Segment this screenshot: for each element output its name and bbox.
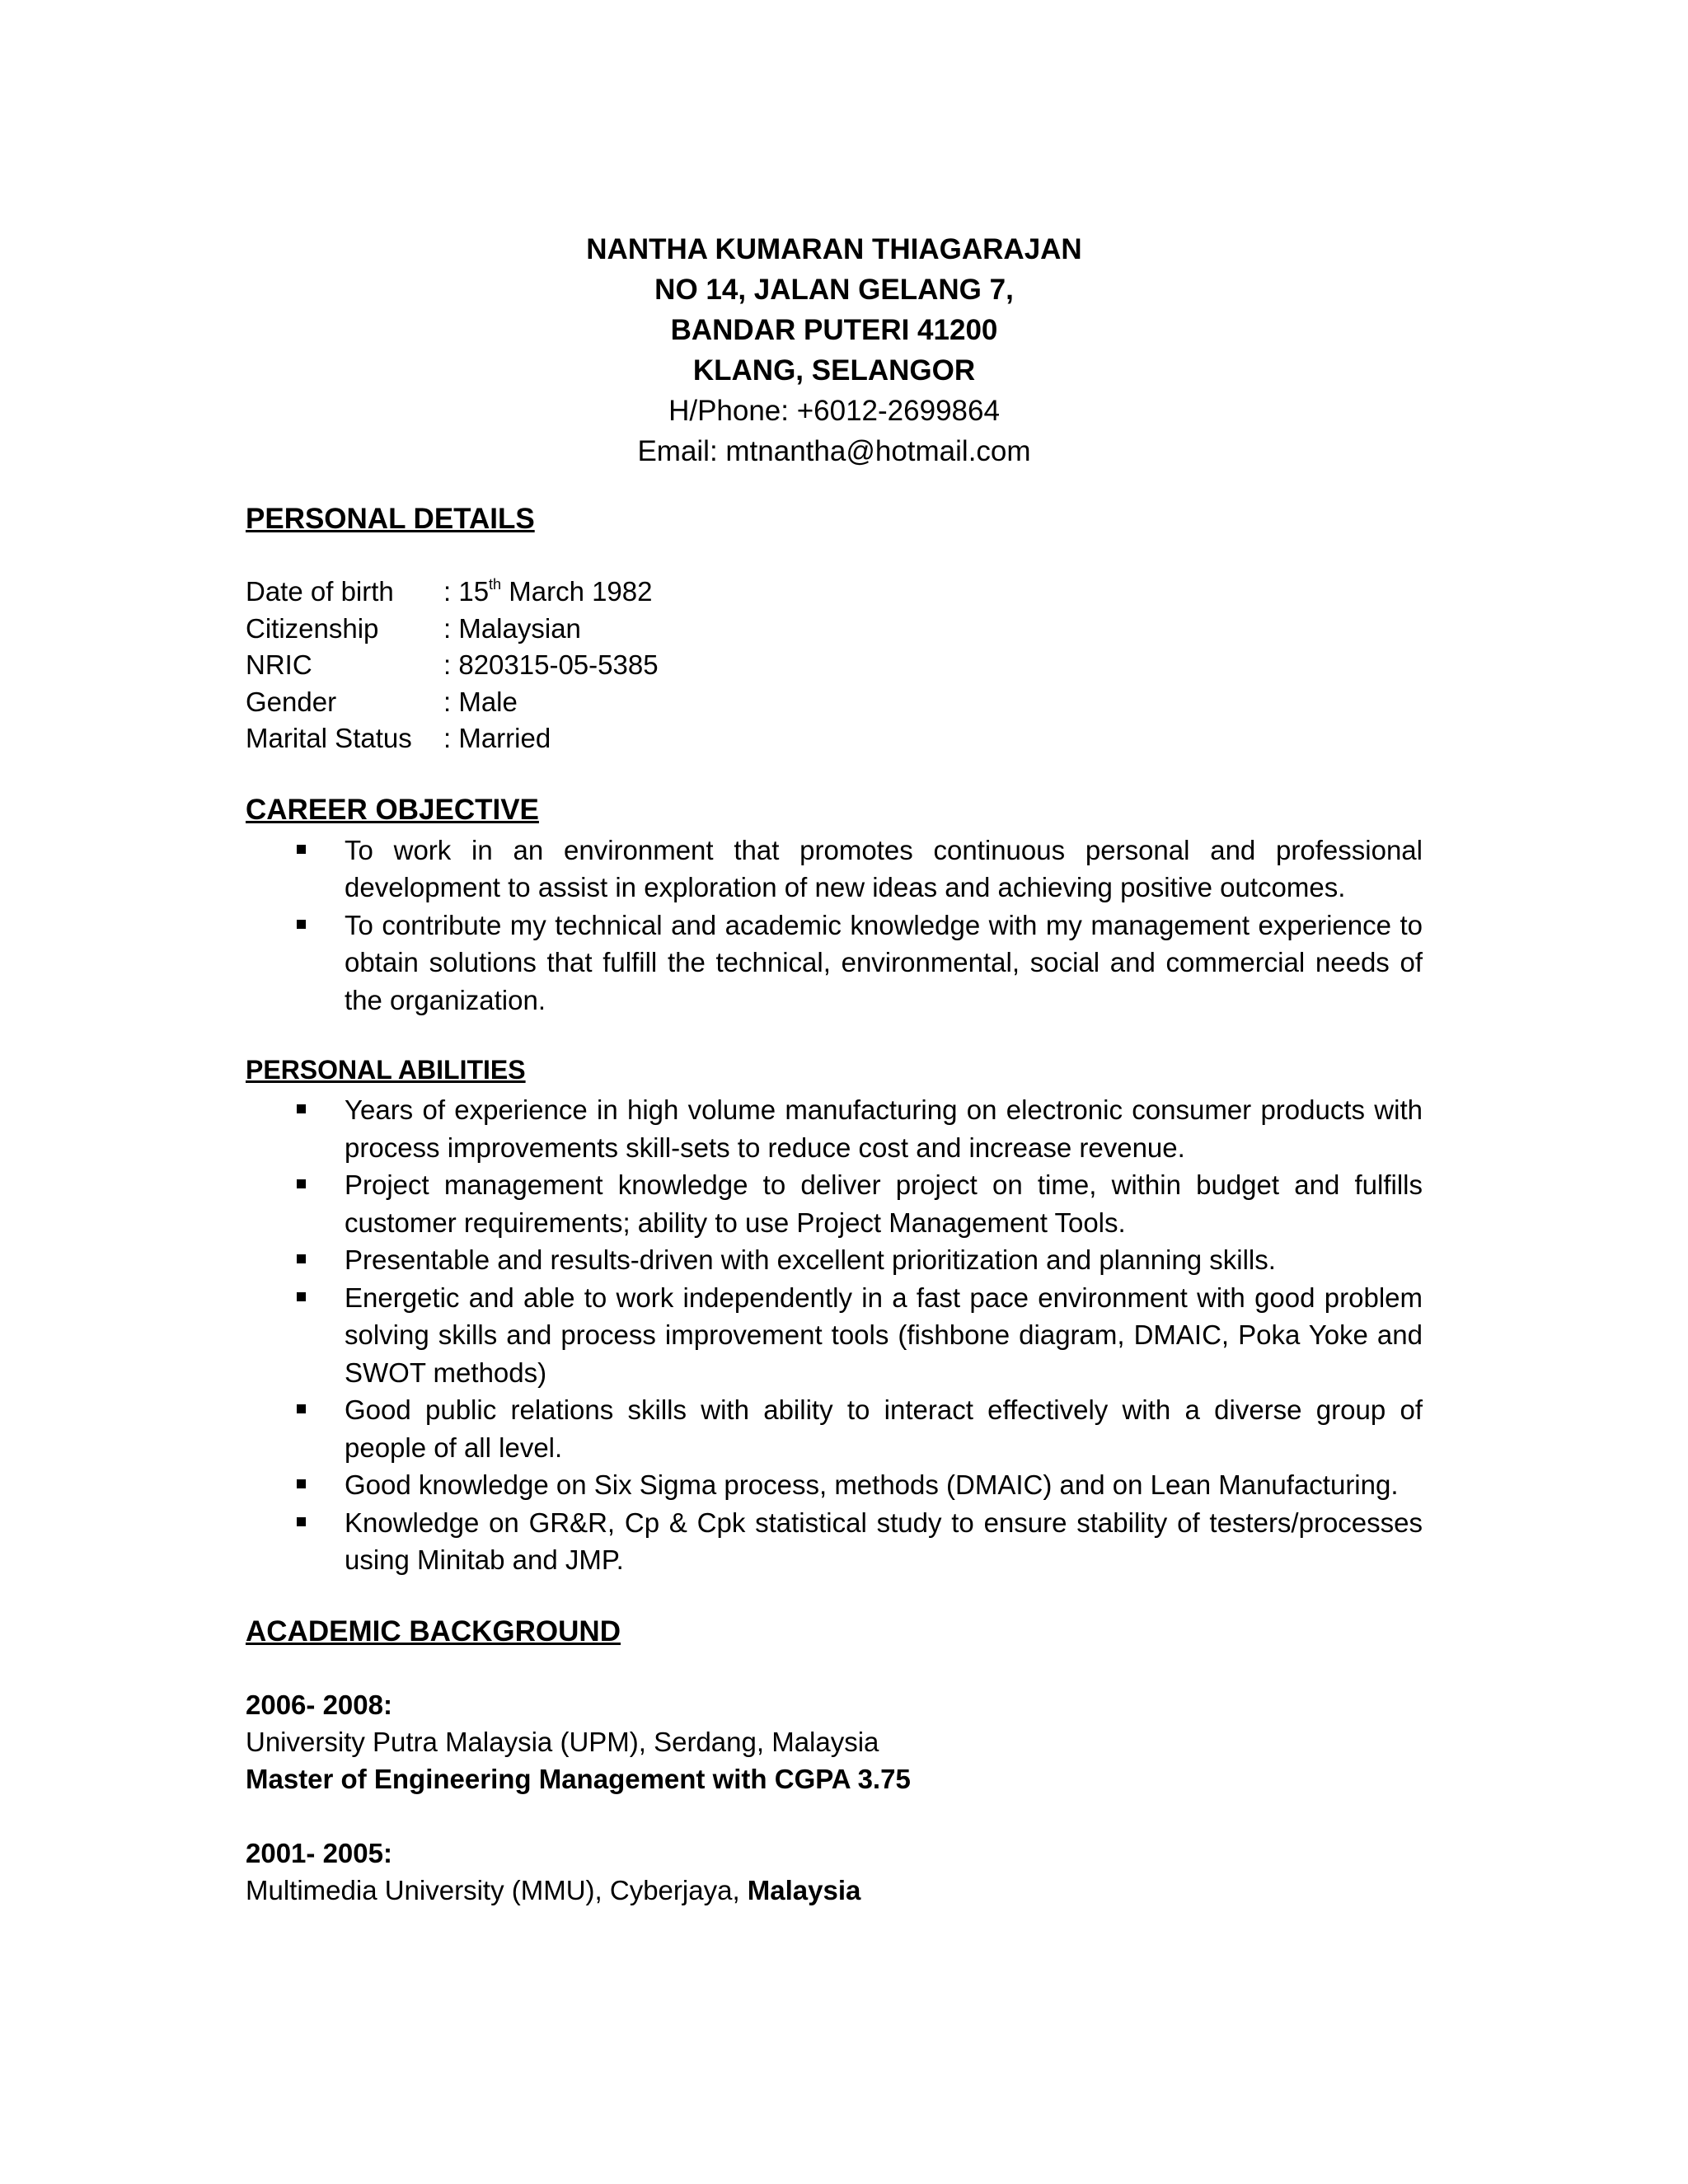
personal-abilities-list — [246, 1091, 1423, 1579]
academic-period: 2006- 2008: — [246, 1689, 392, 1720]
citizenship-value: : Malaysian — [443, 612, 581, 644]
bullet-icon — [297, 1254, 306, 1263]
academic-institution-name: Multimedia University (MMU), Cyberjaya, — [246, 1874, 748, 1905]
bullet-icon — [297, 1104, 306, 1113]
ability-text: Years of experience in high volume manufacturing on electronic consumer products with process improvements skill-sets to reduce cost and increase revenue. — [345, 1094, 1423, 1163]
dob-month-year: March 1982 — [501, 576, 653, 607]
career-objective-text: To work in an environment that promotes continuous personal and professional development to assist in exploration of new ideas and achieving positive outcomes. — [345, 834, 1423, 902]
academic-institution-country: Malaysia — [747, 1874, 861, 1905]
dob-label: Date of birth — [246, 576, 394, 607]
bullet-icon — [297, 1479, 306, 1488]
career-objective-heading: CAREER OBJECTIVE — [246, 793, 539, 826]
list-item — [246, 1279, 1423, 1392]
bullet-icon — [297, 1404, 306, 1413]
marital-status-label: Marital Status — [246, 723, 412, 753]
list-item — [246, 1166, 1423, 1241]
nric-value: : 820315-05-5385 — [443, 649, 659, 680]
resume-header — [246, 229, 1423, 471]
bullet-icon — [297, 1179, 306, 1188]
list-item — [246, 1391, 1423, 1466]
nric-row — [246, 647, 1423, 684]
resume-content — [246, 229, 1423, 1909]
dob-row — [246, 574, 1423, 611]
ability-text: Good public relations skills with ability to interact effectively with a diverse group of people of all level. — [345, 1394, 1423, 1463]
marital-status-value: : Married — [443, 723, 551, 753]
personal-details-heading: PERSONAL DETAILS — [246, 503, 535, 535]
citizenship-row — [246, 611, 1423, 648]
personal-abilities-heading: PERSONAL ABILITIES — [246, 1055, 526, 1085]
gender-row — [246, 684, 1423, 721]
ability-text: Project management knowledge to deliver project on time, within budget and fulfills customer requirements; ability to use Project Management Tools. — [345, 1169, 1423, 1238]
academic-background-heading: ACADEMIC BACKGROUND — [246, 1615, 621, 1647]
list-item — [246, 832, 1423, 907]
bullet-icon — [297, 845, 306, 854]
academic-entry — [246, 1686, 1423, 1797]
list-item — [246, 907, 1423, 1019]
nric-label: NRIC — [246, 649, 312, 680]
ability-text: Knowledge on GR&R, Cp & Cpk statistical study to ensure stability of testers/processes using Minitab and JMP. — [345, 1507, 1423, 1575]
list-item — [246, 1466, 1423, 1504]
dob-value — [443, 574, 653, 611]
email-address: Email: mtnantha@hotmail.com — [637, 435, 1031, 467]
list-item — [246, 1504, 1423, 1579]
bullet-icon — [297, 920, 306, 929]
academic-institution: University Putra Malaysia (UPM), Serdang, Malaysia — [246, 1726, 879, 1757]
gender-value: : Male — [443, 686, 518, 717]
gender-label: Gender — [246, 686, 337, 717]
academic-degree: Master of Engineering Management with CGPA 3.75 — [246, 1763, 911, 1794]
personal-details-list — [246, 574, 1423, 757]
ability-text: Presentable and results-driven with excellent prioritization and planning skills. — [345, 1244, 1276, 1275]
bullet-icon — [297, 1292, 306, 1301]
marital-status-row — [246, 720, 1423, 757]
dob-ordinal: th — [489, 576, 502, 593]
address-line-3: KLANG, SELANGOR — [692, 354, 976, 387]
ability-text: Good knowledge on Six Sigma process, methods (DMAIC) and on Lean Manufacturing. — [345, 1469, 1399, 1500]
citizenship-label: Citizenship — [246, 612, 379, 644]
applicant-name: NANTHA KUMARAN THIAGARAJAN — [586, 233, 1082, 265]
phone-number: H/Phone: +6012-2699864 — [668, 395, 1000, 427]
address-line-1: NO 14, JALAN GELANG 7, — [654, 274, 1014, 306]
ability-text: Energetic and able to work independently in a fast pace environment with good problem solving skills and process improvement tools (fishbone diagram, DMAIC, Poka Yoke and SWOT methods) — [345, 1282, 1423, 1388]
bullet-icon — [297, 1517, 306, 1526]
list-item — [246, 1091, 1423, 1166]
list-item — [246, 1241, 1423, 1279]
career-objective-text: To contribute my technical and academic knowledge with my management experience to obtain solutions that fulfill the technical, environmental, social and commercial needs of the organization. — [345, 909, 1423, 1015]
academic-institution — [246, 1872, 1423, 1909]
academic-period: 2001- 2005: — [246, 1837, 392, 1868]
academic-entry — [246, 1835, 1423, 1909]
address-line-2: BANDAR PUTERI 41200 — [670, 314, 998, 346]
dob-day: : 15 — [443, 576, 490, 607]
career-objective-list — [246, 832, 1423, 1019]
